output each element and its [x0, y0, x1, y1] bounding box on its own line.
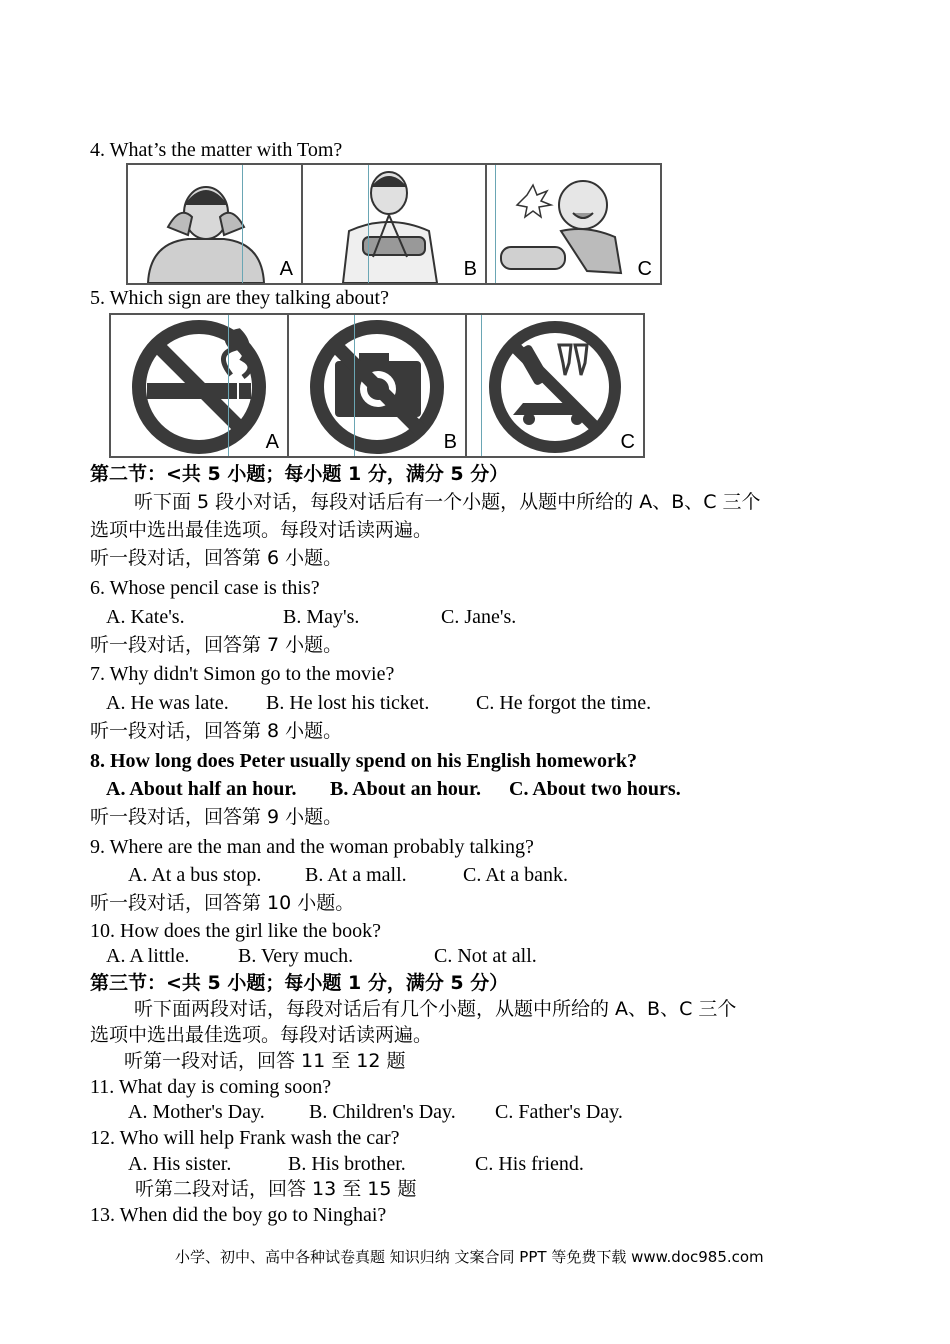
q11-option-c[interactable]: C. Father's Day.: [495, 1101, 623, 1123]
q4-label-b: B: [463, 258, 477, 280]
question-7: 7. Why didn't Simon go to the movie?: [90, 663, 395, 685]
q5-label-a: A: [265, 431, 279, 453]
q4-label-a: A: [279, 258, 293, 280]
section2-heading: 第二节：<共 5 小题；每小题 1 分，满分 5 分）: [90, 463, 509, 485]
guide-line: [481, 315, 482, 456]
q5-label-b: B: [443, 431, 457, 453]
q6-option-c[interactable]: C. Jane's.: [441, 606, 517, 628]
hurt-leg-child-icon: [487, 165, 660, 283]
dialog2-prompt: 听第二段对话，回答 13 至 15 题: [135, 1178, 417, 1200]
q10-option-a[interactable]: A. A little.: [106, 945, 190, 967]
q8-option-a[interactable]: A. About half an hour.: [106, 778, 297, 800]
q9-option-c[interactable]: C. At a bank.: [463, 864, 568, 886]
q5-question: 5. Which sign are they talking about?: [90, 287, 389, 309]
dialog-prompt: 听一段对话，回答第 8 小题。: [90, 720, 343, 742]
guide-line: [242, 165, 243, 283]
page-footer: 小学、初中、高中各种试卷真题 知识归纳 文案合同 PPT 等免费下载 www.doc985.com: [175, 1248, 764, 1266]
guide-line: [354, 315, 355, 456]
q5-option-c[interactable]: [467, 315, 645, 456]
q10-option-b[interactable]: B. Very much.: [238, 945, 354, 967]
q6-option-a[interactable]: A. Kate's.: [106, 606, 185, 628]
broken-arm-person-icon: [303, 165, 485, 283]
section2-instruction: 选项中选出最佳选项。每段对话读两遍。: [90, 519, 433, 541]
q8-option-b[interactable]: B. About an hour.: [330, 778, 481, 800]
q5-option-a[interactable]: [111, 315, 289, 456]
question-13: 13. When did the boy go to Ninghai?: [90, 1204, 387, 1226]
question-10: 10. How does the girl like the book?: [90, 920, 382, 942]
q7-option-c[interactable]: C. He forgot the time.: [476, 692, 652, 714]
dialog-prompt: 听一段对话，回答第 9 小题。: [90, 806, 343, 828]
q4-option-c[interactable]: [487, 165, 662, 283]
q9-option-b[interactable]: B. At a mall.: [305, 864, 407, 886]
no-photography-sign-icon: [289, 315, 465, 456]
q10-option-c[interactable]: C. Not at all.: [434, 945, 537, 967]
section3-heading: 第三节：<共 5 小题；每小题 1 分，满分 5 分）: [90, 972, 509, 994]
q5-option-b[interactable]: [289, 315, 467, 456]
dialog1-prompt: 听第一段对话，回答 11 至 12 题: [124, 1050, 406, 1072]
question-11: 11. What day is coming soon?: [90, 1076, 332, 1098]
dialog-prompt: 听一段对话，回答第 10 小题。: [90, 892, 355, 914]
q6-option-b[interactable]: B. May's.: [283, 606, 360, 628]
headache-person-icon: [128, 165, 301, 283]
question-6: 6. Whose pencil case is this?: [90, 577, 320, 599]
q12-option-b[interactable]: B. His brother.: [288, 1153, 406, 1175]
q7-option-b[interactable]: B. He lost his ticket.: [266, 692, 430, 714]
q11-option-b[interactable]: B. Children's Day.: [309, 1101, 456, 1123]
q9-option-a[interactable]: A. At a bus stop.: [128, 864, 262, 886]
no-smoking-sign-icon: [111, 315, 287, 456]
q4-image-strip: [126, 163, 662, 285]
q7-option-a[interactable]: A. He was late.: [106, 692, 229, 714]
q4-option-a[interactable]: [128, 165, 303, 283]
section2-instruction: 听下面 5 段小对话，每段对话后有一个小题，从题中所给的 A、B、C 三个: [134, 491, 761, 513]
q12-option-a[interactable]: A. His sister.: [128, 1153, 232, 1175]
q4-question: 4. What’s the matter with Tom?: [90, 139, 343, 161]
dialog-prompt: 听一段对话，回答第 7 小题。: [90, 634, 343, 656]
question-12: 12. Who will help Frank wash the car?: [90, 1127, 400, 1149]
no-drink-driving-sign-icon: [467, 315, 643, 456]
q11-option-a[interactable]: A. Mother's Day.: [128, 1101, 265, 1123]
section3-instruction: 选项中选出最佳选项。每段对话读两遍。: [90, 1024, 433, 1046]
question-9: 9. Where are the man and the woman probably talking?: [90, 836, 534, 858]
q8-option-c[interactable]: C. About two hours.: [509, 778, 681, 800]
question-8: 8. How long does Peter usually spend on his English homework?: [90, 750, 637, 772]
q4-option-b[interactable]: [303, 165, 487, 283]
guide-line: [228, 315, 229, 456]
section3-instruction: 听下面两段对话，每段对话后有几个小题，从题中所给的 A、B、C 三个: [134, 998, 737, 1020]
dialog-prompt: 听一段对话，回答第 6 小题。: [90, 547, 343, 569]
guide-line: [368, 165, 369, 283]
q5-image-strip: [109, 313, 645, 458]
q12-option-c[interactable]: C. His friend.: [475, 1153, 584, 1175]
q5-label-c: C: [620, 431, 635, 453]
guide-line: [495, 165, 496, 283]
q4-label-c: C: [637, 258, 652, 280]
